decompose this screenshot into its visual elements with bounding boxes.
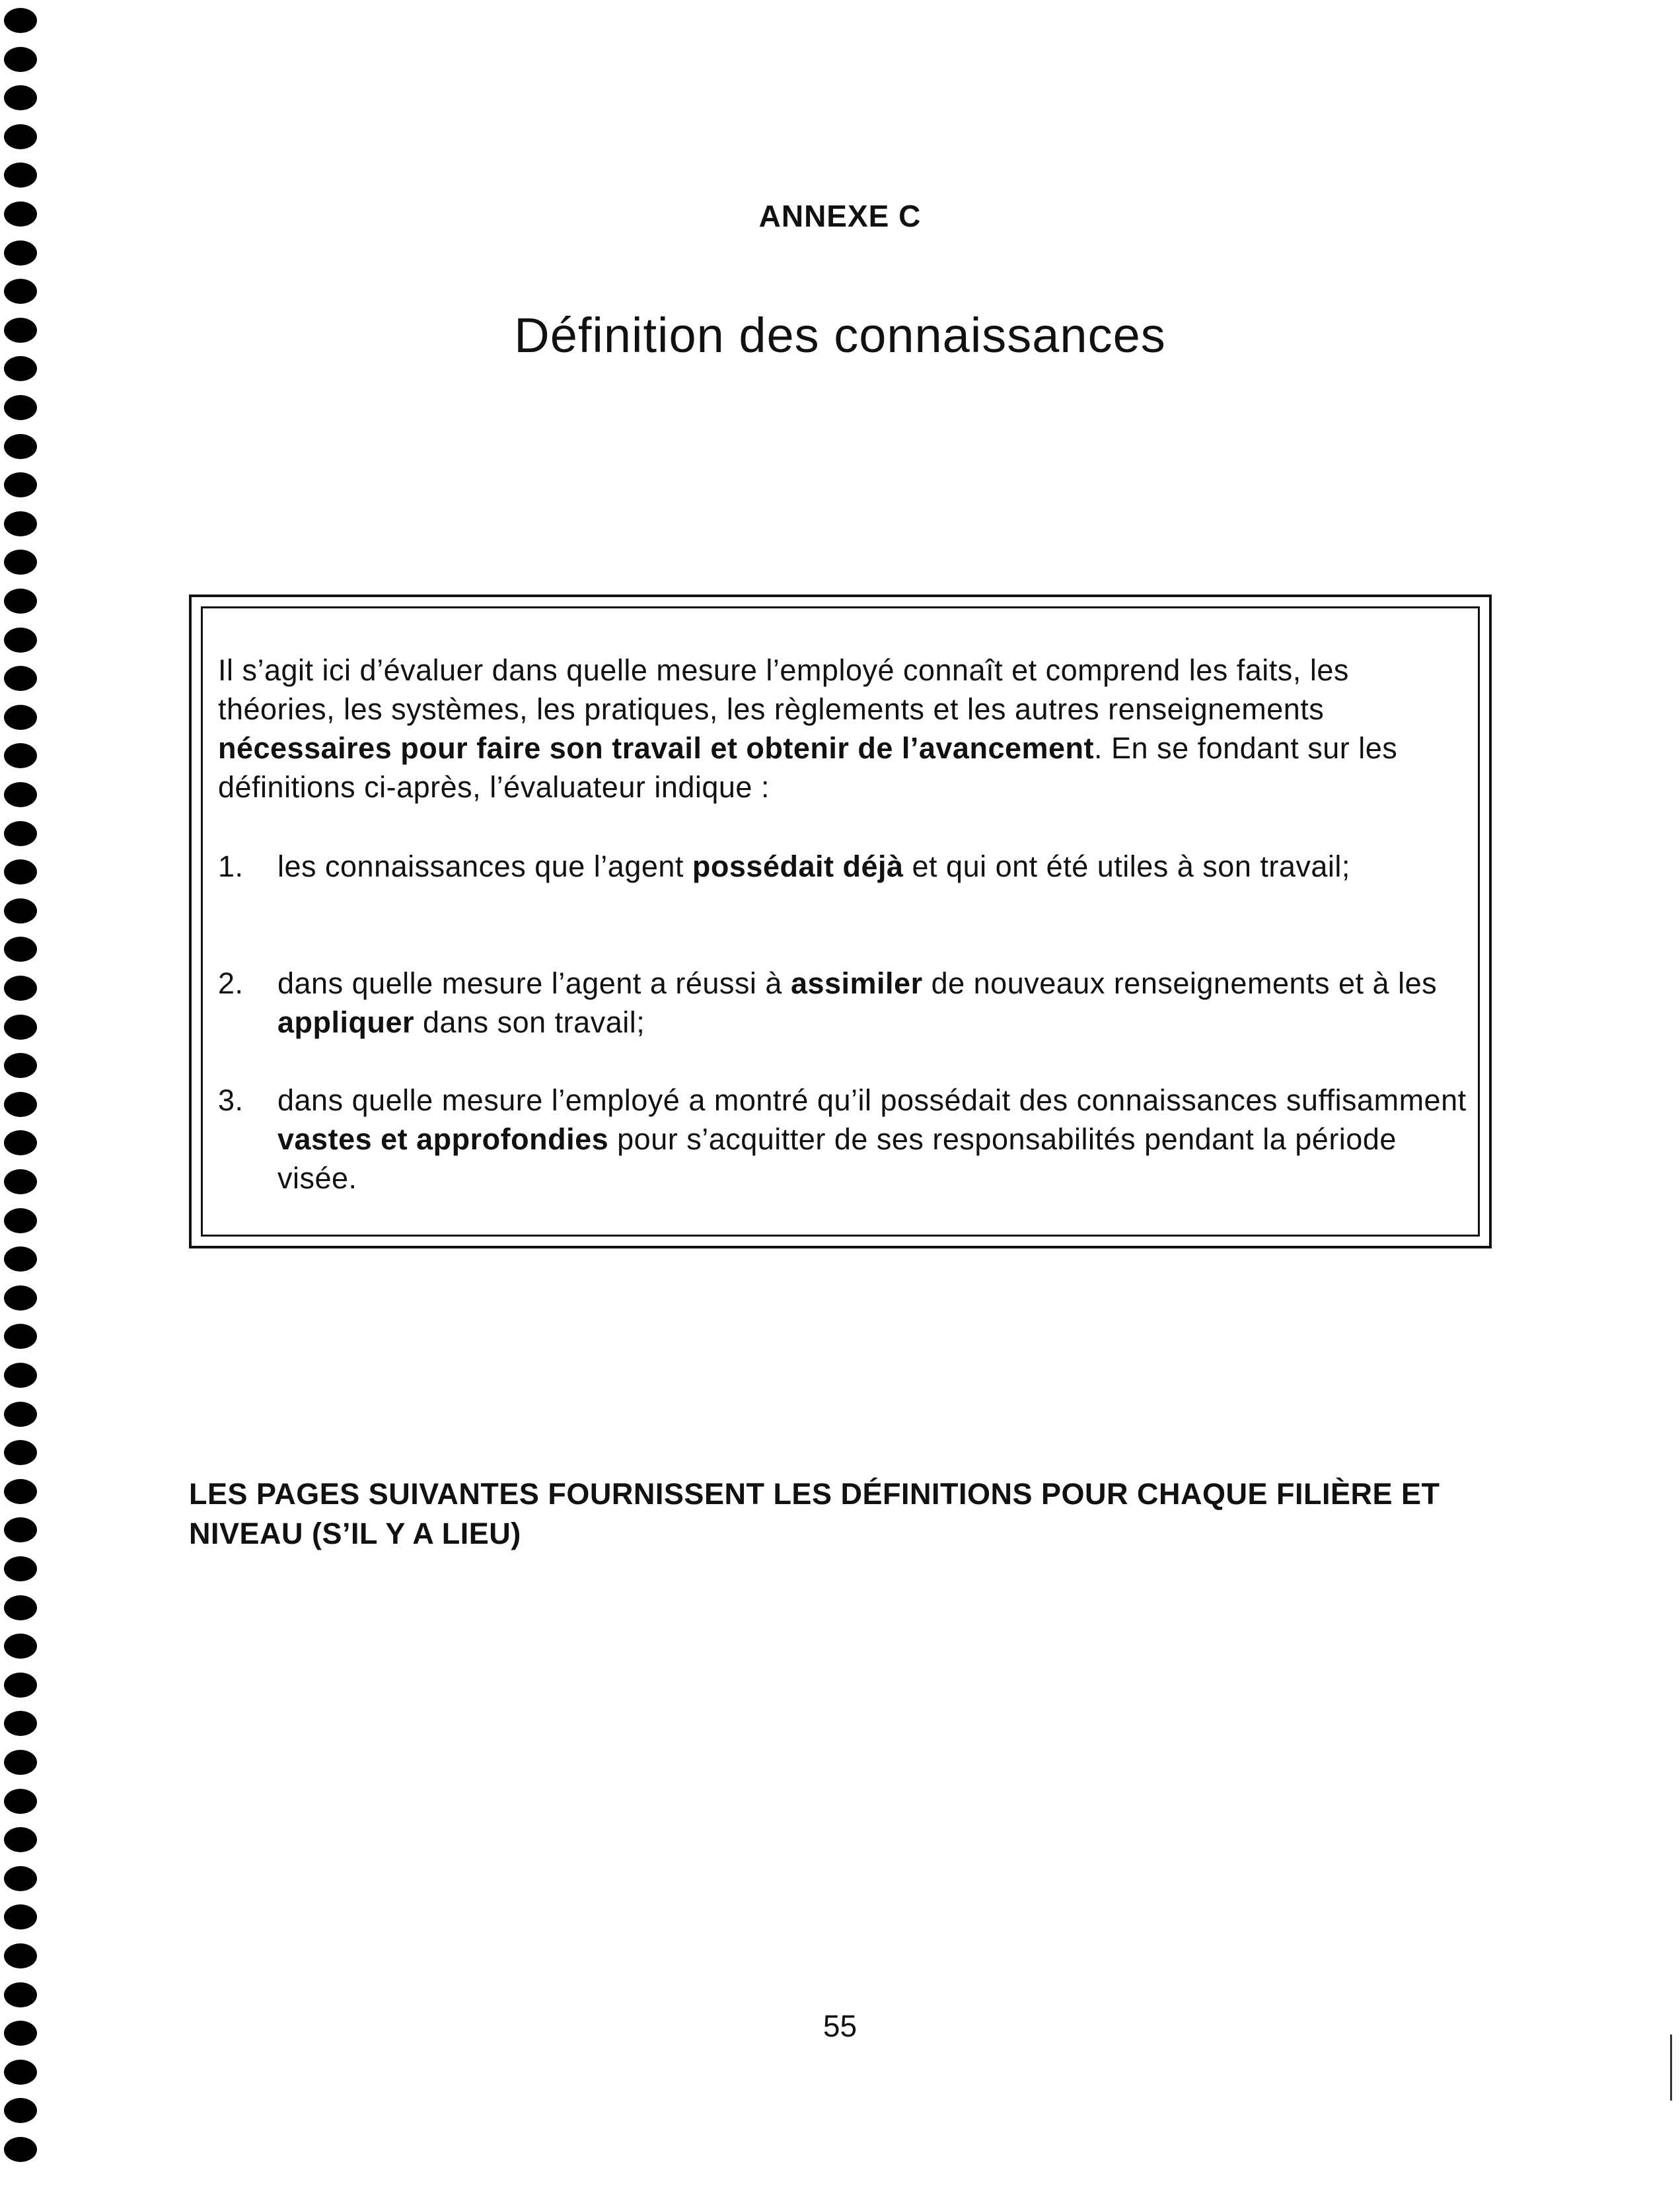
binding-hole	[4, 1750, 37, 1775]
binding-hole	[4, 1169, 37, 1194]
binding-hole	[4, 1673, 37, 1698]
page-number: 55	[822, 2009, 858, 2043]
list-item-number: 3.	[218, 1083, 244, 1117]
list-item-text: dans quelle mesure l’agent a réussi à	[277, 966, 791, 1000]
list-item	[218, 1081, 1473, 1198]
binding-hole	[4, 1827, 37, 1852]
binding-hole	[4, 1130, 37, 1155]
list-item-bold: vastes et approfondies	[277, 1122, 609, 1156]
binding-hole	[4, 705, 37, 730]
binding-hole	[4, 1634, 37, 1659]
binding-hole	[4, 1943, 37, 1968]
binding-hole	[4, 395, 37, 420]
list-item-text: de nouveaux renseignements et à les	[922, 966, 1438, 1000]
binding-hole	[4, 1053, 37, 1078]
binding-hole	[4, 240, 37, 266]
binding-hole	[4, 2060, 37, 2085]
list-item-bold: assimiler	[790, 966, 923, 1000]
binding-hole	[4, 472, 37, 497]
list-item-text: et qui ont été utiles à son travail;	[903, 849, 1350, 883]
binding-hole	[4, 1363, 37, 1388]
binding-hole	[4, 1982, 37, 2007]
binding-hole	[4, 1246, 37, 1272]
list-item-text: les connaissances que l’agent	[277, 849, 692, 883]
binding-hole	[4, 511, 37, 536]
binding-hole	[4, 628, 37, 653]
binding-hole	[4, 2098, 37, 2123]
list-item-number: 1.	[218, 849, 244, 883]
list-item-text: dans quelle mesure l’employé a montré qu’il possédait des connaissances suffisamment	[277, 1083, 1467, 1117]
binding-hole	[4, 1595, 37, 1620]
binding-hole	[4, 8, 37, 33]
binding-hole	[4, 976, 37, 1001]
list-item-bold: appliquer	[277, 1005, 415, 1039]
page-title: Définition des connaissances	[514, 308, 1166, 363]
page-edge-mark	[1670, 2035, 1672, 2101]
binding-hole	[4, 1866, 37, 1891]
list-item-text: dans son travail;	[414, 1005, 645, 1039]
binding-hole	[4, 1324, 37, 1349]
binding-hole	[4, 1208, 37, 1233]
list-item-number: 2.	[218, 966, 244, 1000]
intro-text-2: . En se fondant sur les définitions ci-après, l’évaluateur indique :	[218, 731, 1398, 804]
binding-hole	[4, 124, 37, 149]
binding-hole	[4, 1711, 37, 1736]
intro-text-bold: nécessaires pour faire son travail et obtenir de l’avancement	[218, 731, 1095, 765]
binding-hole	[4, 821, 37, 846]
binding-hole	[4, 937, 37, 962]
binding-hole	[4, 782, 37, 807]
binding-hole	[4, 743, 37, 768]
binding-hole	[4, 279, 37, 304]
list-item-bold: possédait déjà	[692, 849, 904, 883]
binding-hole	[4, 1015, 37, 1040]
binding-hole	[4, 1556, 37, 1581]
binding-hole	[4, 666, 37, 691]
binding-hole	[4, 1517, 37, 1542]
binding-hole	[4, 550, 37, 575]
binding-hole	[4, 1904, 37, 1929]
list-item-text: pour s’acquitter de ses responsabilités pendant la période visée.	[277, 1122, 1397, 1195]
intro-paragraph	[218, 651, 1473, 807]
binding-hole	[4, 2137, 37, 2162]
binding-hole	[4, 85, 37, 110]
binding-hole	[4, 1789, 37, 1814]
binding-hole	[4, 1285, 37, 1311]
binding-hole	[4, 1440, 37, 1465]
list-item	[218, 847, 1473, 886]
binding-hole	[4, 1402, 37, 1427]
binding-hole	[4, 162, 37, 188]
binding-hole	[4, 589, 37, 614]
binding-hole	[4, 47, 37, 72]
list-item	[218, 964, 1473, 1042]
binding-hole	[4, 434, 37, 459]
annexe-label: ANNEXE C	[758, 199, 922, 233]
intro-text-1: Il s’agit ici d’évaluer dans quelle mesure l’employé connaît et comprend les faits, les théories, les systèmes, les pratiques, les règlements et les autres renseignements	[218, 653, 1349, 726]
binding-hole	[4, 1479, 37, 1504]
binding-hole	[4, 898, 37, 923]
binding-hole	[4, 859, 37, 884]
following-pages-note: LES PAGES SUIVANTES FOURNISSENT LES DÉFINITIONS POUR CHAQUE FILIÈRE ET NIVEAU (S’IL Y A LIEU)	[189, 1477, 1440, 1550]
binding-hole	[4, 1092, 37, 1117]
